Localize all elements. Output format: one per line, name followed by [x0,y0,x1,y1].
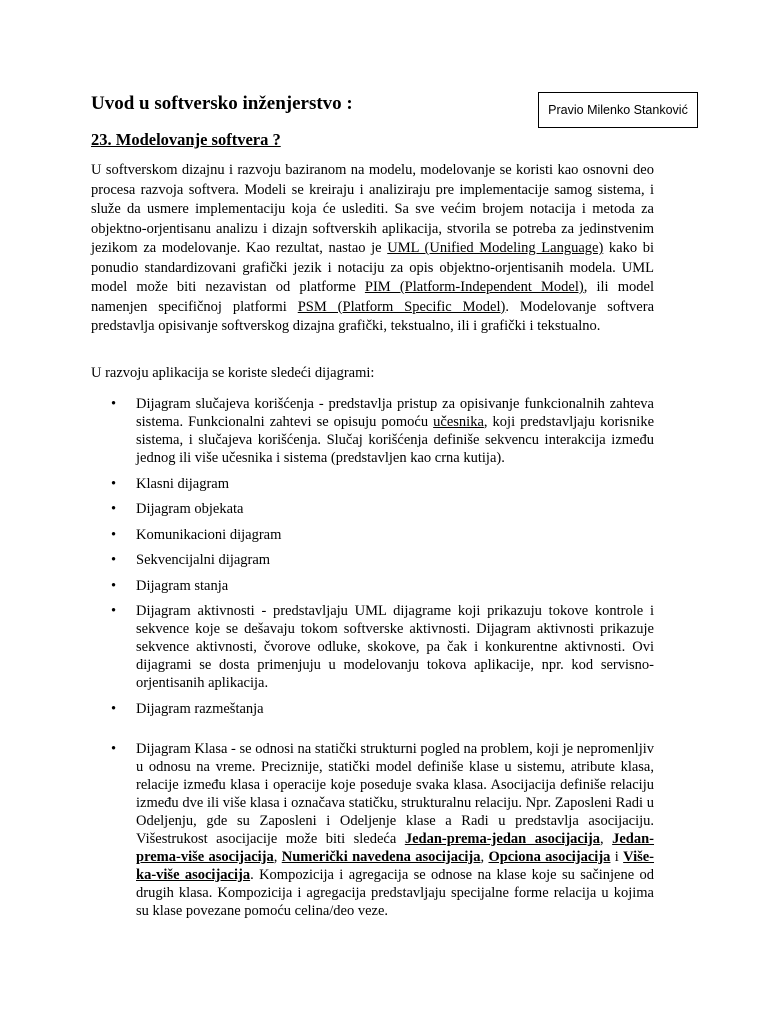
communication-diagram-label: Komunikacioni dijagram [136,526,282,543]
intro-text-2: kako bi ponudio standardizovani grafički jezik i notaciju za opis objektno-orjentisanih modela. UML model može biti nezavistan od platforme [91,240,655,295]
use-case-text-2: , koji predstavljaju korisnike sistema, i slučajeva korišćenja. Slučaj korišćenja definiše sekvencu interakcija između jednog ili više učesnika i sistema (predstavljen kao crna kutija). [136,414,655,466]
uml-term: UML (Unified Modeling Language) [387,240,604,256]
bullet-icon: • [111,603,117,619]
intro-text-1: U softverskom dizajnu i razvoju baziranom na modelu, modelovanje se koristi kao osnovni deo procesa razvoja softvera. Modeli se kreiraju i analiziraju pre implementacije samog sistema, i služe da usmere implementaciju koja će uslediti. Sa sve većim brojem notacija i metoda za objektno-orjentisanu analizu i dizajn softverskih aplikacija, stvorila se potreba za jedinstvenim jezikom za modelovanje. Kao rezultat, nastao je [91,162,654,256]
class-detail-text-2: . Kompozicija i agregacija se odnose na klase koje su sačinjene od drugih klasa. Kompozicija i agregacija predstavljaju specijalne forme relacija u kojima su klase povezane pomoću celina/deo veze. [136,866,654,919]
activity-diagram-text: Dijagram aktivnosti - predstavljaju UML dijagrame koji prikazuju tokove kontrole i sekvence koje se dešavaju tokom softverske aktivnosti. Dijagram aktivnosti prikazuje sekvence aktivnosti, čvorove odluke, skokove, pa čak i konkurentne aktivnosti. Ovi dijagrami se dosta primenjuju u modelovanju tokova aplikacije, npr. kod servisno-orjentisanih aplikacija. [136,603,654,691]
intro-text-3: , ili model namenjen specifičnoj platformi [91,279,654,315]
bullet-icon: • [111,577,117,594]
list-item-communication [91,526,654,544]
class-detail-text-1: Dijagram Klasa - se odnosi na statički strukturni pogled na problem, koji je nepromenljiv u odnosu na vreme. Preciznije, statički model definiše klase u sistemu, atribute klasa, relacije između klasa i operacije koje poseduje svaka klasa. Asocijacija definiše relaciju između dve ili više klasa i označava statičku, strukturalnu relaciju. Npr. Zaposleni Radi u Odeljenju, gde su Zaposleni i Odeljenje klase a Radi u predstavlja asocijaciju. Višestrukost asocijacije može biti sledeća [136,740,654,847]
list-item-object [91,500,654,518]
list-item-use-case [91,395,654,467]
diagram-list [91,395,654,927]
optional-term: Opciona asocijacija [488,848,611,865]
intro-paragraph [91,161,654,337]
list-item-state [91,577,654,595]
author-box [538,92,698,128]
bullet-icon: • [111,475,117,492]
bullet-icon: • [111,700,117,717]
sequence-diagram-label: Sekvencijalni dijagram [136,552,271,568]
list-item-activity [91,602,654,692]
intro-text-4: . Modelovanje softvera predstavlja opisivanje softverskog dizajna grafički, tekstualno, ili i grafički i tekstualno. [91,298,655,334]
separator: , [480,848,489,865]
separator: i [610,848,624,865]
use-case-text-1: Dijagram slučajeva korišćenja - predstavlja pristup za opisivanje funkcionalnih zahteva sistema. Funkcionalni zahtevi se opisuju pomoću [136,396,654,430]
bullet-icon: • [111,740,117,757]
bullet-icon: • [111,396,117,412]
object-diagram-label: Dijagram objekata [136,501,244,517]
diagrams-intro: U razvoju aplikacija se koriste sledeći dijagrami: [91,365,375,381]
list-item-class-detail [91,740,654,920]
psm-term: PSM (Platform Specific Model) [297,298,506,315]
bullet-icon: • [111,501,117,517]
list-item-sequence [91,551,654,569]
actor-term: učesnika [433,414,484,430]
author-label: Pravio Milenko Stanković [548,103,688,117]
document-title: Uvod u softversko inženjerstvo : [91,93,353,114]
one-to-many-term: Jedan-prema-više asocijacija [136,830,655,865]
bullet-icon: • [111,552,117,568]
list-item-deployment [91,700,654,718]
numeric-term: Numerički navedena asocijacija [281,848,481,865]
class-diagram-label: Klasni dijagram [136,475,230,492]
list-item-class [91,475,654,493]
separator: , [273,848,282,865]
state-diagram-label: Dijagram stanja [136,577,229,594]
pim-term: PIM (Platform-Independent Model) [364,279,584,295]
bullet-icon: • [111,526,117,543]
separator: , [599,830,613,847]
deployment-diagram-label: Dijagram razmeštanja [136,700,264,717]
one-to-one-term: Jedan-prema-jedan asocijacija [404,830,600,847]
many-to-many-term: Više-ka-više asocijacija [136,848,655,883]
section-title: 23. Modelovanje softvera ? [91,130,281,149]
